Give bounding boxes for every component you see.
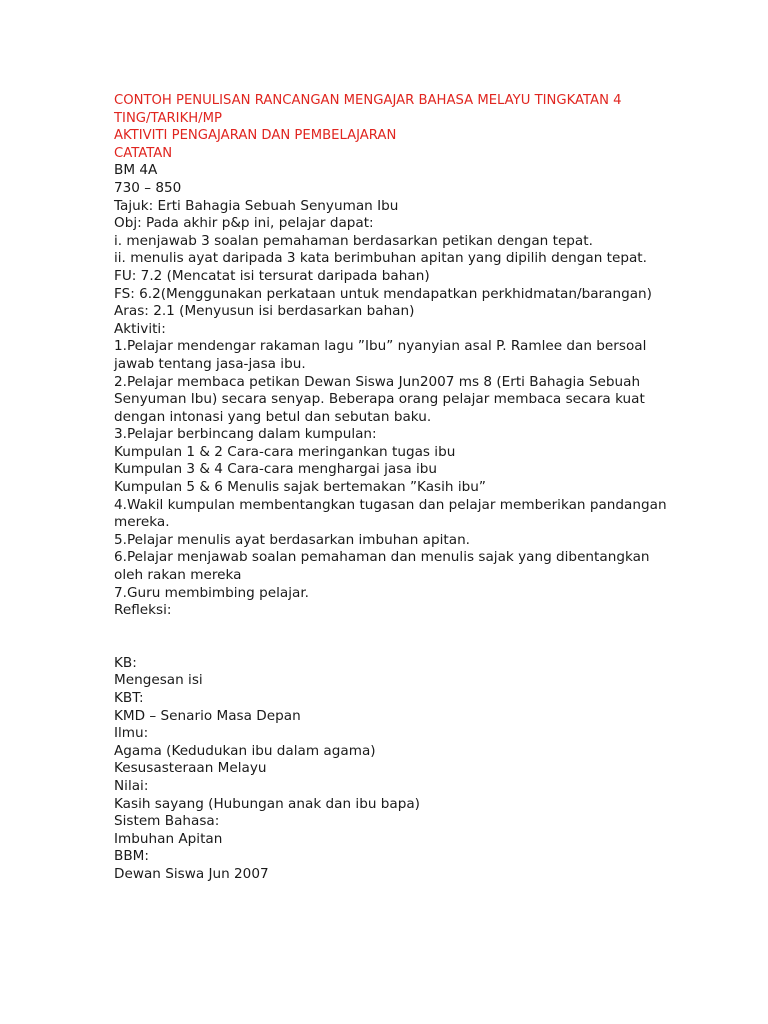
body-line: ii. menulis ayat daripada 3 kata berimbuhan apitan yang dipilih dengan tepat. [114,250,647,267]
notes-line: Kasih sayang (Hubungan anak dan ibu bapa) [114,795,420,812]
heading-line: AKTIVITI PENGAJARAN DAN PEMBELAJARAN [114,128,397,144]
body-line: mereka. [114,514,170,531]
notes-line: Nilai: [114,777,149,794]
notes-line: Kesusasteraan Melayu [114,760,267,777]
heading-line: TING/TARIKH/MP [114,110,222,126]
lesson-body [114,162,754,619]
body-line: Kumpulan 3 & 4 Cara-cara menghargai jasa ibu [114,461,437,478]
notes-line: Agama (Kedudukan ibu dalam agama) [114,742,376,759]
body-line: i. menjawab 3 soalan pemahaman berdasarkan petikan dengan tepat. [114,232,593,249]
notes-line: Sistem Bahasa: [114,813,220,830]
document-title: CONTOH PENULISAN RANCANGAN MENGAJAR BAHASA MELAYU TINGKATAN 4 [114,93,622,108]
body-line: Obj: Pada akhir p&p ini, pelajar dapat: [114,215,374,232]
body-line: 3.Pelajar berbincang dalam kumpulan: [114,426,377,443]
notes-line: KMD – Senario Masa Depan [114,707,301,724]
body-line: BM 4A [114,162,158,179]
body-line: oleh rakan mereka [114,567,242,584]
body-line: jawab tentang jasa-jasa ibu. [114,355,306,372]
heading-block [114,92,754,162]
body-line: Senyuman Ibu) secara senyap. Beberapa orang pelajar membaca secara kuat [114,391,645,408]
notes-line: BBM: [114,848,149,865]
body-line: 5.Pelajar menulis ayat berdasarkan imbuhan apitan. [114,531,470,548]
body-line: 1.Pelajar mendengar rakaman lagu ”Ibu” nyanyian asal P. Ramlee dan bersoal [114,338,647,355]
body-line: dengan intonasi yang betul dan sebutan baku. [114,408,432,425]
body-line: 4.Wakil kumpulan membentangkan tugasan dan pelajar memberikan pandangan [114,496,667,513]
body-line: 6.Pelajar menjawab soalan pemahaman dan menulis sajak yang dibentangkan [114,549,650,566]
notes-line: Imbuhan Apitan [114,830,223,847]
heading-line: CATATAN [114,145,173,161]
notes-line: Dewan Siswa Jun 2007 [114,865,269,882]
body-line: 730 – 850 [114,179,182,196]
notes-line: KBT: [114,690,144,706]
body-line: Tajuk: Erti Bahagia Sebuah Senyuman Ibu [114,197,399,214]
body-line: Aras: 2.1 (Menyusun isi berdasarkan bahan) [114,303,415,320]
notes-section [114,655,754,884]
body-line: Kumpulan 1 & 2 Cara-cara meringankan tugas ibu [114,443,456,460]
body-line: Kumpulan 5 & 6 Menulis sajak bertemakan ”Kasih ibu” [114,479,486,496]
notes-line: Ilmu: [114,725,149,742]
notes-line: Mengesan isi [114,672,203,689]
body-line: FU: 7.2 (Mencatat isi tersurat daripada bahan) [114,267,430,284]
body-line: 2.Pelajar membaca petikan Dewan Siswa Jun2007 ms 8 (Erti Bahagia Sebuah [114,373,641,390]
body-line: FS: 6.2(Menggunakan perkataan untuk mendapatkan perkhidmatan/barangan) [114,285,652,302]
document-page [114,92,754,884]
notes-line: KB: [114,654,137,671]
body-line: 7.Guru membimbing pelajar. [114,584,309,601]
blank-gap [114,620,754,655]
body-line: Refleksi: [114,602,172,619]
body-line: Aktiviti: [114,320,166,337]
